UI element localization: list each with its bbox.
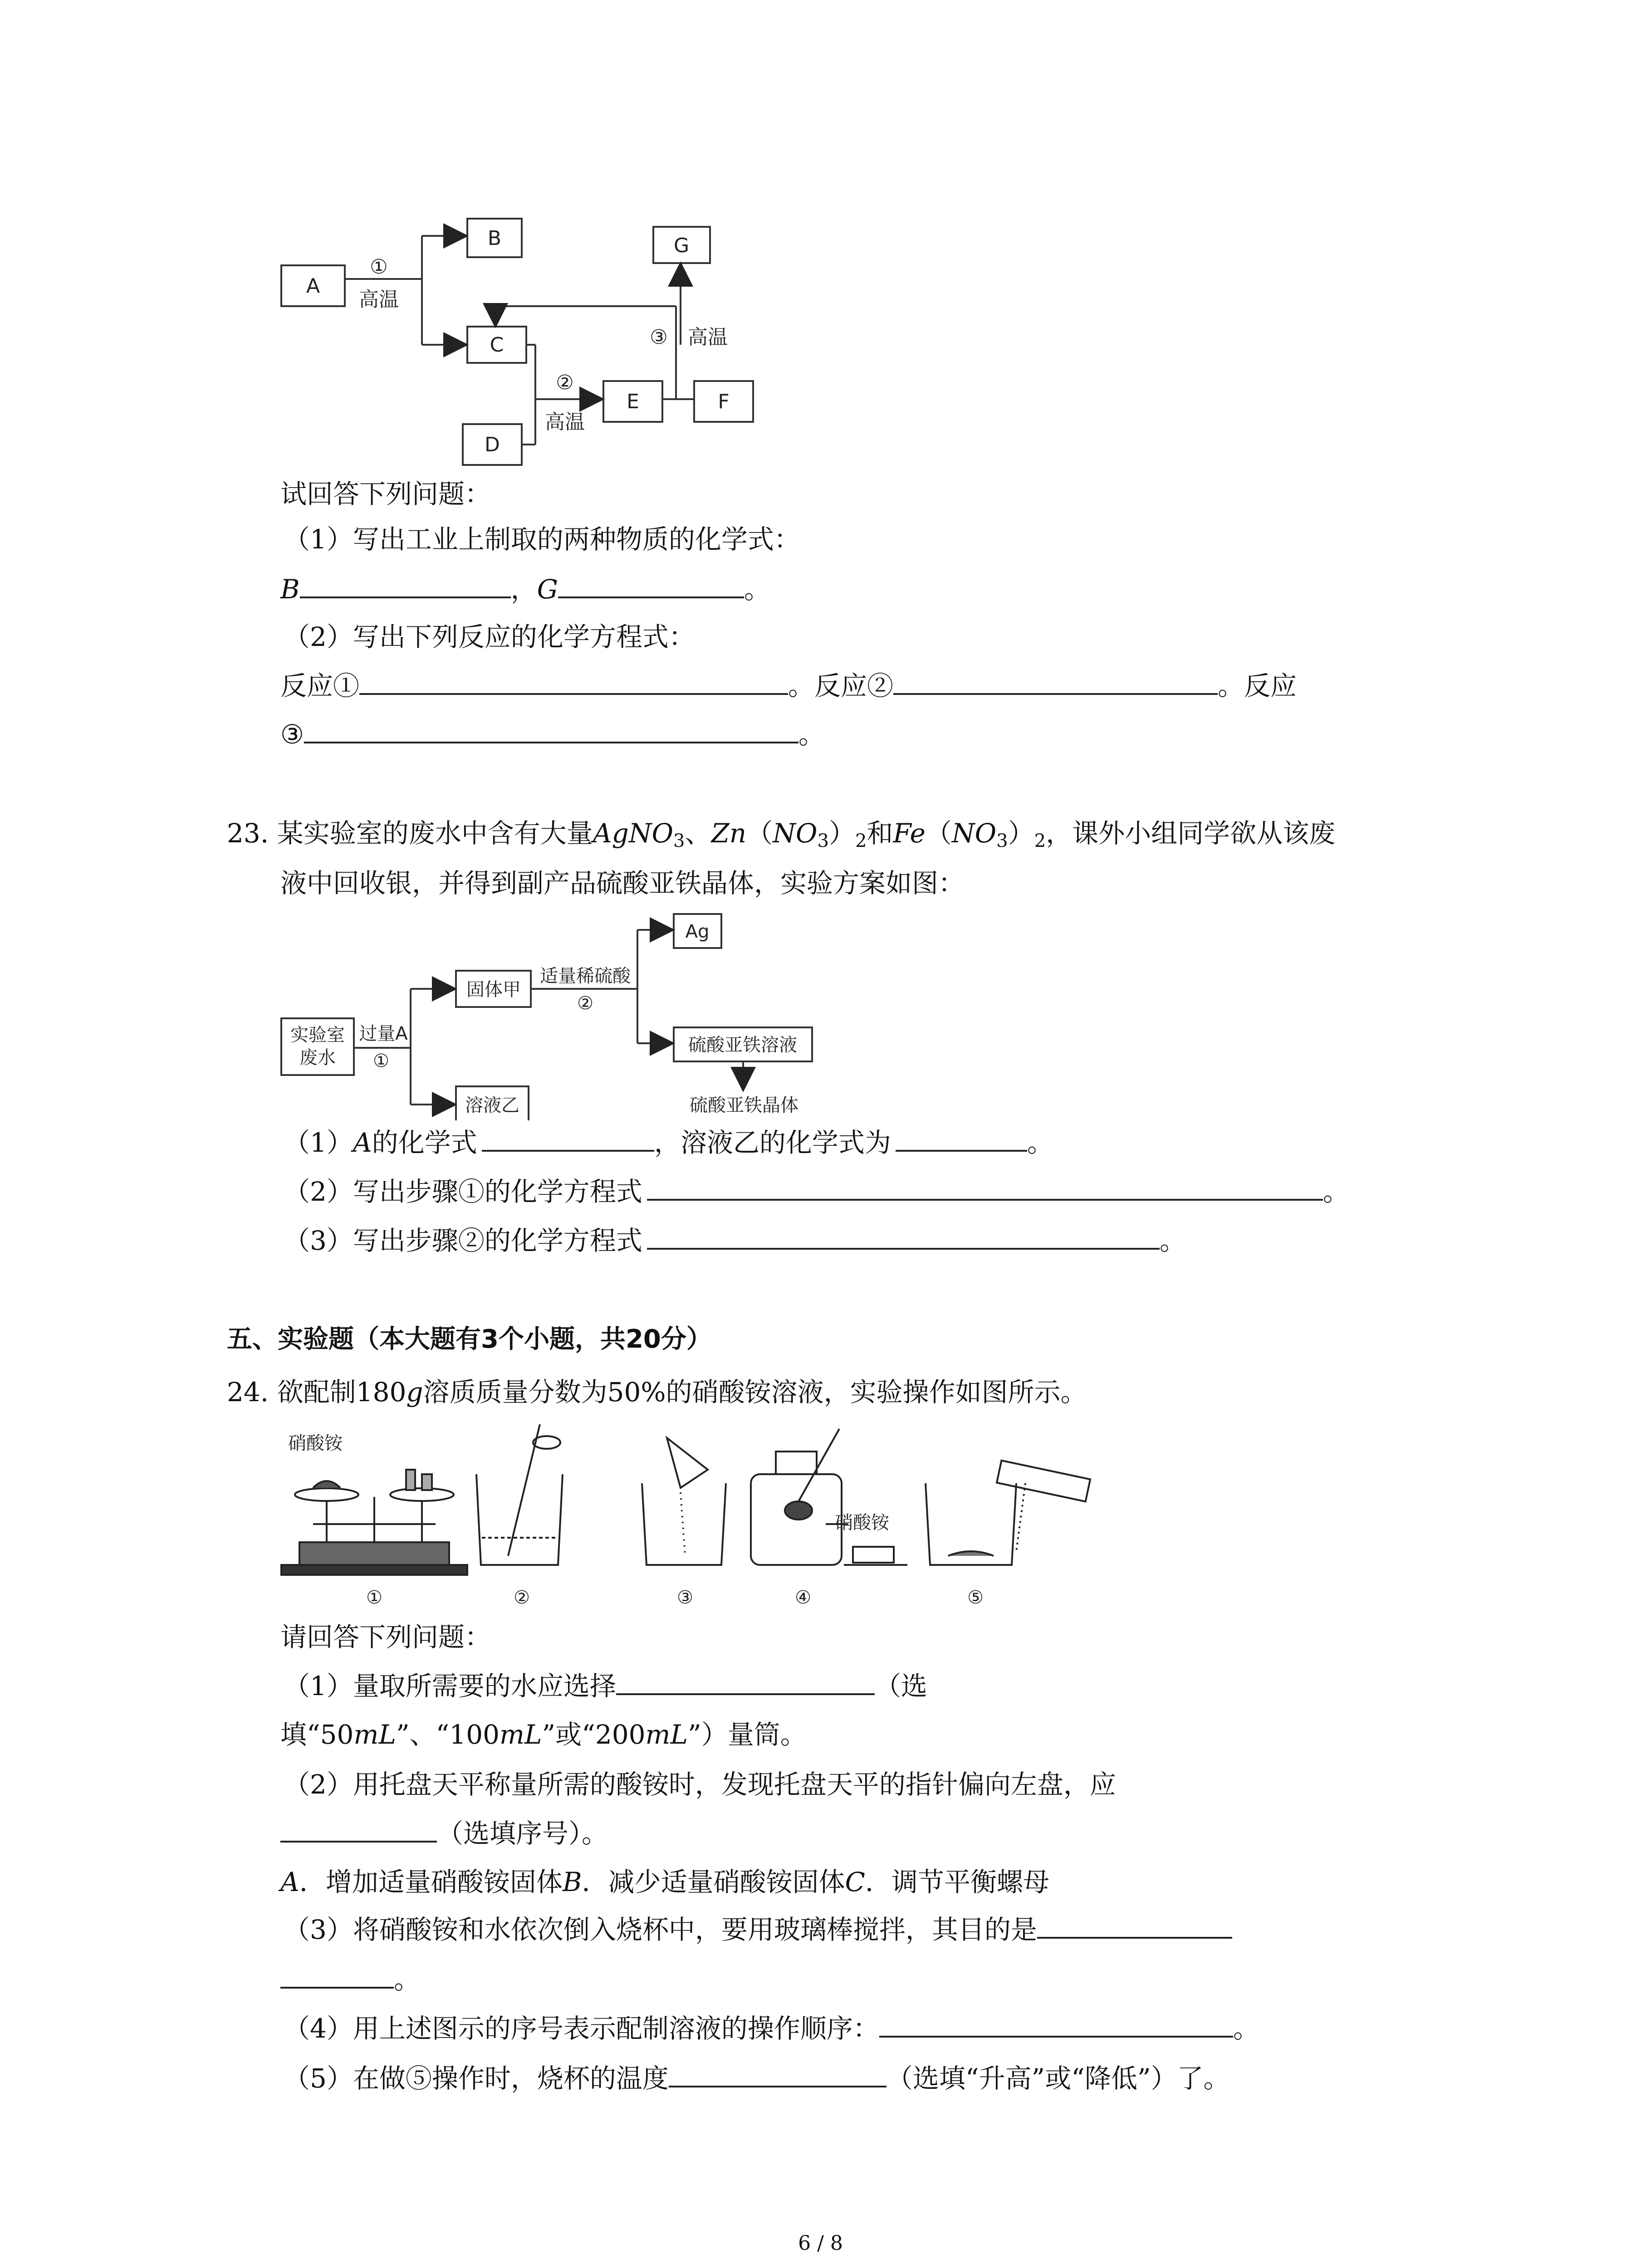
flow2-waste-line1: 实验室 [290,1025,345,1046]
q22-reaction-3-label: 。反应 [1218,670,1297,701]
step-label-5: ⑤ [967,1587,984,1608]
flow2-solution-b: 溶液乙 [465,1095,519,1116]
flow1-node-f: F [718,390,730,413]
flow1-cond-1: 高温 [359,288,399,311]
option-b-letter: B [562,1867,582,1897]
formula-no3: NO [773,818,818,849]
q24-line-1 [227,1377,1087,1408]
text: （3）写出步骤②的化学方程式 [284,1225,642,1256]
period: 。 [1159,1225,1186,1256]
text: （4）用上述图示的序号表示配制溶液的操作顺序： [284,2013,879,2044]
text: （ [925,818,952,849]
q22-part2: （2）写出下列反应的化学方程式： [284,621,695,652]
q24-part1 [284,1673,927,1699]
q22-label-b: B [280,574,300,605]
q23-text: 某实验室的废水中含有大量 [277,818,593,849]
q23-blank-a[interactable] [482,1146,654,1152]
q22-reaction-3-line [280,721,825,748]
flow1-node-b: B [487,227,502,250]
reagent-bottle-icon [751,1429,907,1565]
unit-ml: mL [500,1719,542,1750]
q24-part5 [284,2065,1230,2092]
period: 。 [1233,2013,1259,2044]
q22-blank-reaction-2[interactable] [893,689,1218,695]
text: 的化学式 [372,1127,477,1158]
text: 和 [867,818,893,849]
step-label-1: ① [366,1587,382,1608]
text: 填“50 [280,1719,354,1750]
text: 欲配制 [277,1377,356,1408]
flow2-solid: 固体甲 [466,979,521,1000]
option-a-text: ．增加适量硝酸铵固体 [299,1867,563,1897]
flow1-step-2: ② [556,371,574,394]
q23-blank-solution-b[interactable] [896,1146,1027,1152]
q23-line-1 [227,820,1335,850]
q24-blank-cylinder[interactable] [616,1690,875,1695]
q23-blank-step2[interactable] [647,1244,1160,1250]
text: （1）量取所需要的水应选择 [284,1671,616,1701]
text: （2）写出步骤①的化学方程式 [284,1176,642,1207]
apparatus-illustration [272,1420,1134,1619]
q22-blank-reaction-3[interactable] [304,738,798,743]
flow2-feso4-solution: 硫酸亚铁溶液 [688,1035,797,1056]
flow2-step-1: ① [373,1051,389,1071]
q22-answer-line-1 [280,574,770,605]
q24-part3-cont [280,1966,420,1993]
unit-g: g [406,1377,423,1408]
text: ，课外小组同学欲从该废 [1046,818,1336,849]
flow2-acid: 适量稀硫酸 [540,966,631,987]
q23-part1 [284,1129,1053,1156]
q22-reactions-line [280,670,1297,701]
label-ammonium-nitrate-1: 硝酸铵 [288,1433,343,1454]
text: （1） [284,1127,353,1158]
flow1-node-c: C [490,333,504,357]
option-a-letter: A [280,1867,299,1897]
option-c-letter: C [845,1867,865,1897]
subscript: 3 [817,831,829,851]
flow1-node-g: G [673,234,690,257]
option-b-text: ．减少适量硝酸铵固体 [582,1867,845,1897]
q24-part4 [284,2015,1259,2042]
q24-options [280,1869,1049,1895]
mass-value: 180 [356,1377,407,1408]
text: （选填“升高”或“降低”）了。 [886,2063,1230,2094]
label-ammonium-nitrate-2: 硝酸铵 [835,1512,889,1533]
q23-part3 [284,1227,1186,1254]
step-label-3: ③ [677,1587,693,1608]
text: （5）在做⑤操作时，烧杯的温度 [284,2063,669,2094]
q22-reaction-1-label: 反应① [280,670,360,701]
formula-fe: Fe [893,818,926,849]
q22-part1: （1）写出工业上制取的两种物质的化学式： [284,524,800,555]
q24-blank-temperature[interactable] [669,2082,887,2087]
step-label-4: ④ [795,1587,811,1608]
q24-blank-purpose-cont[interactable] [280,1983,394,1989]
text: 、 [685,818,711,849]
text: （选 [874,1671,927,1701]
page-number: 6 / 8 [798,2232,843,2255]
step-label-2: ② [514,1587,530,1608]
q24-part1-cont [280,1721,807,1748]
formula-zn: Zn [711,818,747,849]
flow2-ag: Ag [685,921,710,942]
q23-part2 [284,1178,1349,1205]
text: （3）将硝酸铵和水依次倒入烧杯中，要用玻璃棒搅拌，其目的是 [284,1914,1037,1945]
flow2-excess-a: 过量A [359,1023,408,1044]
q22-blank-g[interactable] [558,593,744,598]
q24-intro: 请回答下列问题： [280,1622,491,1652]
beaker-stirring-icon [476,1424,563,1565]
text: （ [746,818,773,849]
text: ，溶液乙的化学式为 [654,1127,891,1158]
period: 。 [1323,1176,1349,1207]
q23-blank-step1[interactable] [647,1195,1323,1201]
text: ） [828,818,855,849]
comma: ， [510,574,537,605]
unit-ml: mL [645,1719,688,1750]
q23-line-2: 液中回收银，并得到副产品硫酸亚铁晶体，实验方案如图： [280,868,965,899]
beaker-pouring-water-icon [926,1461,1090,1565]
q24-part3 [284,1916,1232,1943]
flow1-cond-2: 高温 [545,411,585,434]
q24-part2: （2）用托盘天平称量所需的酸铵时，发现托盘天平的指针偏向左盘，应 [284,1769,1116,1800]
text: ”）量筒。 [688,1719,807,1750]
flow-diagram-2 [272,907,862,1120]
q22-reaction-2-label: 。反应② [788,670,894,701]
section-5-title: 五、实验题（本大题有3个小题，共20分） [227,1325,712,1354]
flow2-crystal: 硫酸亚铁晶体 [690,1095,798,1116]
text: ”或“200 [542,1719,646,1750]
subscript: 3 [996,831,1008,851]
flow1-step-1: ① [370,255,388,279]
subscript: 2 [855,831,867,851]
q24-blank-order[interactable] [879,2032,1233,2038]
q23-number: 23. [227,818,269,849]
flow1-node-a: A [306,274,320,298]
formula-agno3: AgNO [593,818,674,849]
text: ”、“100 [396,1719,500,1750]
formula-no3: NO [951,818,997,849]
subscript: 3 [673,831,685,851]
subscript: 2 [1034,831,1046,851]
option-c-text: ．调节平衡螺母 [865,1867,1049,1897]
flow1-node-d: D [485,433,500,456]
q24-blank-option[interactable] [280,1837,437,1843]
q22-blank-reaction-1[interactable] [359,689,788,695]
flow1-step-3: ③ [650,326,668,349]
beaker-pouring-solid-icon [642,1438,726,1565]
flow2-waste-line2: 废水 [299,1047,336,1068]
period: 。 [744,574,770,605]
text: ） [1008,818,1034,849]
period: 。 [1027,1127,1053,1158]
flow1-node-e: E [627,390,639,413]
unit-ml: mL [353,1719,396,1750]
q22-label-g: G [537,574,558,605]
text: 溶质质量分数为50%的硝酸铵溶液，实验操作如图所示。 [423,1377,1087,1408]
flow1-cond-3: 高温 [688,326,728,349]
q24-blank-purpose[interactable] [1037,1933,1232,1939]
q24-part2-cont [280,1820,608,1847]
label-a: A [353,1127,372,1158]
q22-reaction-3-num: ③ [280,719,304,750]
period: 。 [798,719,825,750]
flow2-step-2: ② [577,993,593,1014]
q22-intro: 试回答下列问题： [280,479,491,509]
q22-blank-b[interactable] [300,593,511,598]
text: （选填序号）。 [437,1818,608,1849]
flow-diagram-1 [272,213,771,476]
balance-icon [281,1470,467,1575]
period: 。 [394,1964,421,1995]
q24-number: 24. [227,1377,269,1408]
